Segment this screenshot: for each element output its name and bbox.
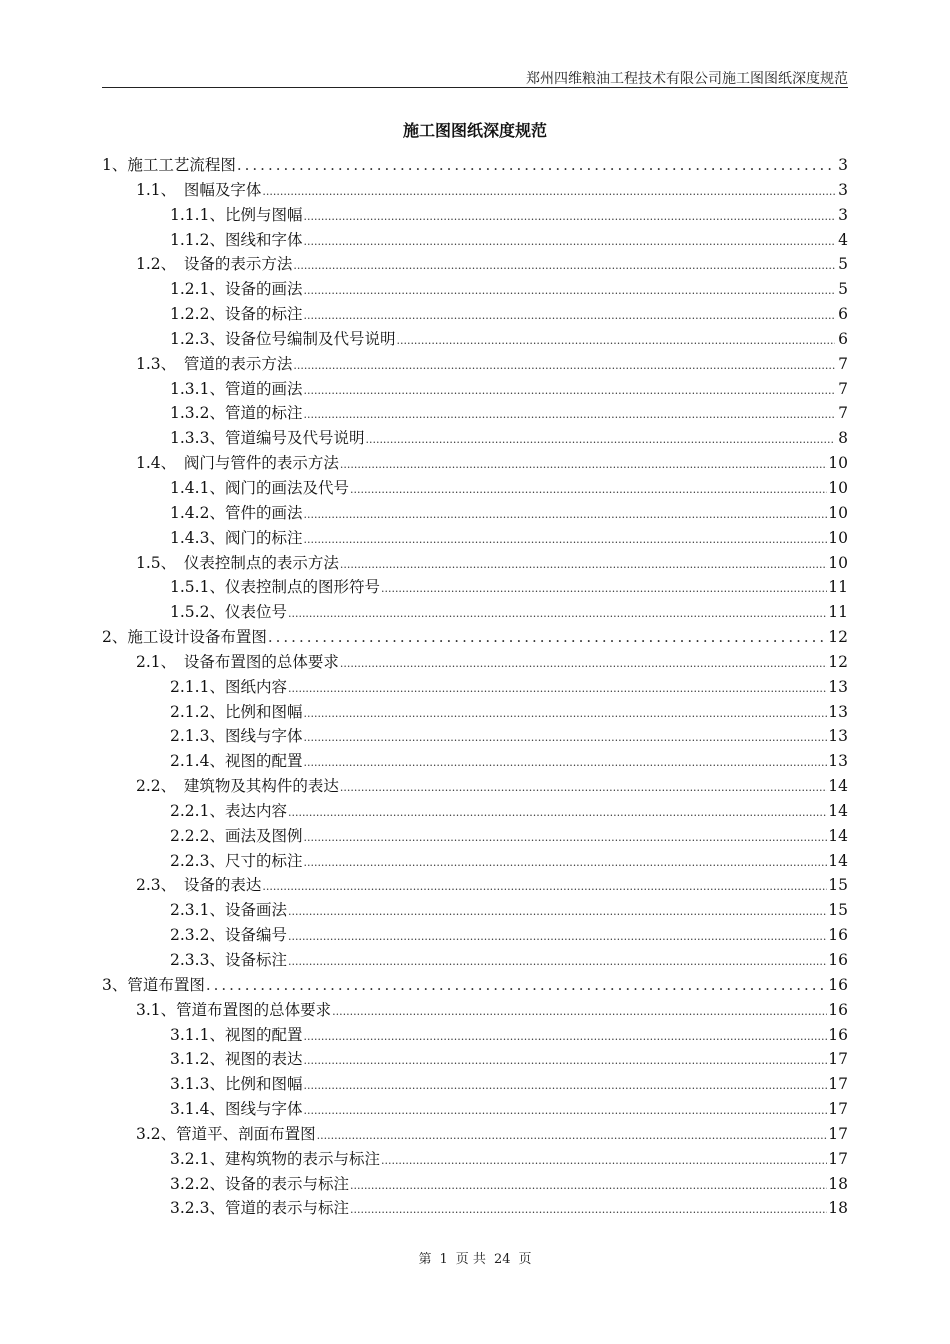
toc-entry[interactable] <box>102 625 848 650</box>
toc-entry-title: 2.3、 设备的表达 <box>136 876 262 895</box>
toc-entry[interactable] <box>102 501 848 526</box>
toc-entry-page: 14 <box>828 801 848 820</box>
toc-entry-title: 3.1.4、图线与字体 <box>170 1100 303 1119</box>
toc-entry-title: 2.2.3、尺寸的标注 <box>170 851 303 870</box>
footer-prefix: 第 <box>418 1252 432 1267</box>
toc-entry-page: 13 <box>828 752 848 771</box>
toc-dot-leader <box>288 923 827 950</box>
toc-dot-leader <box>293 252 835 279</box>
toc-dot-leader <box>396 327 835 354</box>
toc-entry-page: 7 <box>838 354 848 373</box>
toc-entry-title: 1.4、 阀门与管件的表示方法 <box>136 454 339 473</box>
toc-entry[interactable] <box>102 228 848 253</box>
toc-entry[interactable] <box>102 724 848 749</box>
toc-entry-page: 14 <box>828 777 848 796</box>
toc-entry-page: 16 <box>828 1025 848 1044</box>
toc-dot-leader <box>303 302 835 329</box>
footer-total-pages: 24 <box>493 1252 511 1267</box>
toc-entry[interactable] <box>102 203 848 228</box>
toc-dot-leader <box>288 600 827 627</box>
toc-entry[interactable] <box>102 774 848 799</box>
toc-dot-leader <box>365 426 835 453</box>
toc-entry[interactable] <box>102 675 848 700</box>
toc-entry[interactable] <box>102 153 848 178</box>
toc-entry[interactable] <box>102 799 848 824</box>
toc-dot-leader <box>303 501 827 528</box>
toc-entry-page: 11 <box>828 578 848 597</box>
toc-dot-leader <box>303 1047 827 1074</box>
toc-dot-leader <box>303 749 827 776</box>
toc-entry-title: 1.4.1、阀门的画法及代号 <box>170 478 349 497</box>
toc-dot-leader <box>303 700 827 727</box>
toc-entry[interactable] <box>102 1122 848 1147</box>
toc-entry-title: 1.5、 仪表控制点的表示方法 <box>136 553 339 572</box>
toc-entry-title: 1、施工工艺流程图 <box>102 156 236 174</box>
toc-entry[interactable] <box>102 948 848 973</box>
toc-dot-leader <box>303 526 827 553</box>
toc-entry-page: 7 <box>838 404 848 423</box>
toc-entry[interactable] <box>102 1196 848 1221</box>
toc-dot-leader <box>303 277 835 304</box>
toc-entry[interactable] <box>102 252 848 277</box>
toc-entry-title: 3.2、管道平、剖面布置图 <box>136 1124 316 1143</box>
toc-entry-page: 17 <box>828 1100 848 1119</box>
toc-entry-title: 2.1、 设备布置图的总体要求 <box>136 652 339 671</box>
toc-entry[interactable] <box>102 401 848 426</box>
toc-dot-leader <box>288 948 827 975</box>
toc-entry[interactable] <box>102 451 848 476</box>
toc-entry-title: 1.1.1、比例与图幅 <box>170 205 303 224</box>
toc-entry-title: 3.2.2、设备的表示与标注 <box>170 1174 349 1193</box>
toc-dot-leader <box>332 998 827 1025</box>
toc-entry-page: 13 <box>828 677 848 696</box>
toc-entry-title: 1.1、 图幅及字体 <box>136 180 262 199</box>
toc-entry[interactable] <box>102 824 848 849</box>
toc-entry-title: 1.2、 设备的表示方法 <box>136 255 293 274</box>
toc-dot-leader <box>303 1072 827 1099</box>
toc-entry-title: 1.3、 管道的表示方法 <box>136 354 293 373</box>
footer-mid: 页 共 <box>455 1252 486 1267</box>
toc-entry[interactable] <box>102 377 848 402</box>
toc-entry-page: 3 <box>838 205 848 224</box>
toc-entry-page: 18 <box>828 1199 848 1218</box>
toc-entry[interactable] <box>102 1023 848 1048</box>
toc-entry-title: 1.2.1、设备的画法 <box>170 280 303 299</box>
toc-entry-title: 3、管道布置图 <box>102 975 205 994</box>
toc-dot-leader <box>381 575 827 602</box>
toc-entry-page: 13 <box>828 702 848 721</box>
toc-entry-page: 16 <box>828 1000 848 1019</box>
toc-entry-page: 17 <box>828 1149 848 1168</box>
toc-entry[interactable] <box>102 1097 848 1122</box>
toc-entry[interactable] <box>102 526 848 551</box>
toc-dot-leader <box>268 625 827 650</box>
toc-dot-leader <box>303 824 827 851</box>
running-header: 郑州四维粮油工程技术有限公司施工图图纸深度规范 <box>526 71 848 87</box>
toc-entry-title: 3.1.1、视图的配置 <box>170 1025 303 1044</box>
toc-entry[interactable] <box>102 849 848 874</box>
footer-suffix: 页 <box>518 1252 532 1267</box>
toc-dot-leader <box>262 178 835 205</box>
toc-dot-leader <box>303 228 835 255</box>
toc-entry[interactable] <box>102 1172 848 1197</box>
toc-entry-page: 6 <box>838 329 848 348</box>
toc-entry-title: 2.2.1、表达内容 <box>170 801 287 820</box>
toc-entry-page: 4 <box>838 230 848 249</box>
toc-entry-title: 1.5.2、仪表位号 <box>170 603 287 622</box>
toc-entry-page: 10 <box>828 503 848 522</box>
toc-entry-title: 2、施工设计设备布置图 <box>102 628 267 647</box>
toc-entry-page: 5 <box>838 280 848 299</box>
toc-entry-page: 6 <box>838 305 848 324</box>
document-title: 施工图图纸深度规范 <box>402 121 547 140</box>
toc-entry-title: 2.1.1、图纸内容 <box>170 677 287 696</box>
toc-dot-leader <box>350 1172 827 1199</box>
toc-dot-leader <box>303 401 835 428</box>
toc-entry-title: 2.2.2、画法及图例 <box>170 826 303 845</box>
toc-entry-page: 10 <box>828 553 848 572</box>
toc-dot-leader <box>350 476 827 503</box>
toc-dot-leader <box>288 675 827 702</box>
toc-dot-leader <box>288 898 827 925</box>
toc-entry-title: 3.2.3、管道的表示与标注 <box>170 1199 349 1218</box>
toc-entry-title: 3.1.2、视图的表达 <box>170 1050 303 1069</box>
toc-entry-title: 1.4.3、阀门的标注 <box>170 528 303 547</box>
toc-entry-page: 7 <box>838 379 848 398</box>
toc-dot-leader <box>293 352 835 379</box>
toc-dot-leader <box>340 774 827 801</box>
toc-entry-title: 3.2.1、建构筑物的表示与标注 <box>170 1149 380 1168</box>
toc-entry[interactable] <box>102 178 848 203</box>
toc-entry[interactable] <box>102 302 848 327</box>
footer-current-page: 1 <box>439 1252 448 1267</box>
toc-entry-page: 3 <box>838 156 848 174</box>
toc-entry-title: 2.1.4、视图的配置 <box>170 752 303 771</box>
toc-dot-leader <box>303 203 835 230</box>
toc-dot-leader <box>340 650 827 677</box>
toc-dot-leader <box>303 377 835 404</box>
toc-dot-leader <box>381 1147 827 1174</box>
toc-entry-page: 16 <box>828 926 848 945</box>
toc-entry-page: 11 <box>828 603 848 622</box>
toc-entry-title: 1.4.2、管件的画法 <box>170 503 303 522</box>
toc-entry[interactable] <box>102 700 848 725</box>
toc-entry[interactable] <box>102 426 848 451</box>
toc-dot-leader <box>206 973 827 998</box>
toc-dot-leader <box>303 1023 827 1050</box>
toc-dot-leader <box>303 724 827 751</box>
toc-entry-page: 17 <box>828 1050 848 1069</box>
toc-entry-page: 10 <box>828 528 848 547</box>
toc-entry-title: 1.3.2、管道的标注 <box>170 404 303 423</box>
toc-entry[interactable] <box>102 973 848 998</box>
toc-dot-leader <box>237 153 835 178</box>
toc-entry-page: 15 <box>828 901 848 920</box>
toc-entry[interactable] <box>102 749 848 774</box>
toc-dot-leader <box>303 849 827 876</box>
toc-entry[interactable] <box>102 327 848 352</box>
toc-entry-title: 2.3.2、设备编号 <box>170 926 287 945</box>
toc-entry-page: 5 <box>838 255 848 274</box>
toc-dot-leader <box>317 1122 828 1149</box>
toc-entry[interactable] <box>102 476 848 501</box>
toc-entry-title: 1.5.1、仪表控制点的图形符号 <box>170 578 380 597</box>
toc-entry-page: 14 <box>828 851 848 870</box>
toc-entry-page: 14 <box>828 826 848 845</box>
toc-entry[interactable] <box>102 600 848 625</box>
toc-entry[interactable] <box>102 1147 848 1172</box>
toc-entry-page: 12 <box>828 628 848 647</box>
toc-entry-title: 1.3.1、管道的画法 <box>170 379 303 398</box>
toc-entry-title: 1.2.3、设备位号编制及代号说明 <box>170 329 396 348</box>
toc-dot-leader <box>350 1196 827 1223</box>
toc-dot-leader <box>303 1097 827 1124</box>
page-footer <box>0 1248 950 1267</box>
toc-entry[interactable] <box>102 923 848 948</box>
toc-entry-page: 16 <box>828 975 848 994</box>
toc-entry-page: 13 <box>828 727 848 746</box>
toc-dot-leader <box>262 873 827 900</box>
toc-entry-page: 3 <box>838 180 848 199</box>
toc-entry[interactable] <box>102 551 848 576</box>
toc-entry-title: 1.1.2、图线和字体 <box>170 230 303 249</box>
toc-entry[interactable] <box>102 1047 848 1072</box>
toc-entry[interactable] <box>102 873 848 898</box>
toc-entry-page: 8 <box>838 429 848 448</box>
toc-entry[interactable] <box>102 998 848 1023</box>
table-of-contents <box>102 153 848 1221</box>
toc-entry-title: 1.2.2、设备的标注 <box>170 305 303 324</box>
toc-entry[interactable] <box>102 352 848 377</box>
toc-entry[interactable] <box>102 898 848 923</box>
toc-entry-title: 3.1、管道布置图的总体要求 <box>136 1000 332 1019</box>
toc-entry-title: 2.3.1、设备画法 <box>170 901 287 920</box>
toc-dot-leader <box>340 551 827 578</box>
toc-entry-page: 15 <box>828 876 848 895</box>
toc-entry[interactable] <box>102 277 848 302</box>
toc-entry-page: 18 <box>828 1174 848 1193</box>
toc-dot-leader <box>340 451 827 478</box>
toc-entry-title: 2.3.3、设备标注 <box>170 951 287 969</box>
toc-entry-page: 12 <box>828 652 848 671</box>
toc-entry-title: 1.3.3、管道编号及代号说明 <box>170 429 365 448</box>
toc-entry-title: 2.1.3、图线与字体 <box>170 727 303 746</box>
toc-entry-title: 2.1.2、比例和图幅 <box>170 702 303 721</box>
toc-entry-page: 10 <box>828 478 848 497</box>
toc-entry-page: 16 <box>828 951 848 969</box>
toc-entry[interactable] <box>102 1072 848 1097</box>
toc-entry-page: 17 <box>828 1075 848 1094</box>
toc-entry-page: 17 <box>828 1124 848 1143</box>
header-rule <box>102 87 848 88</box>
toc-entry-page: 10 <box>828 454 848 473</box>
toc-dot-leader <box>288 799 827 826</box>
toc-entry-title: 3.1.3、比例和图幅 <box>170 1075 303 1094</box>
toc-entry[interactable] <box>102 650 848 675</box>
toc-entry-title: 2.2、 建筑物及其构件的表达 <box>136 777 339 796</box>
toc-entry[interactable] <box>102 575 848 600</box>
